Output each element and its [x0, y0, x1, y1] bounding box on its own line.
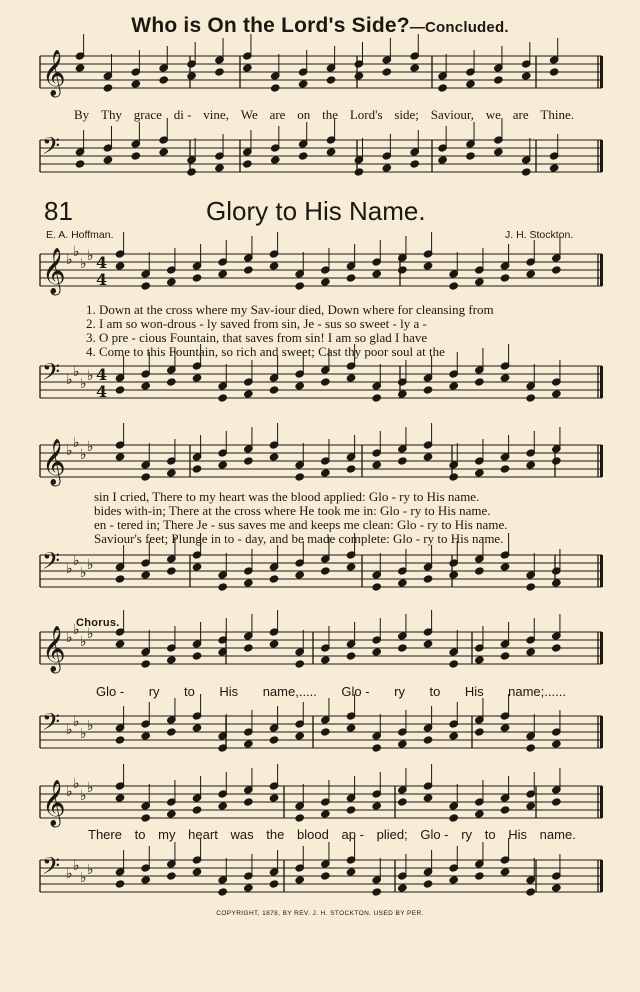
flat-sign: ♭ [73, 714, 80, 730]
note-head [192, 374, 202, 382]
note-head [423, 386, 433, 394]
note-head [243, 160, 253, 168]
flat-sign: ♭ [73, 364, 80, 380]
note-head [398, 266, 408, 274]
flat-sign: ♭ [80, 256, 87, 272]
note-head [141, 814, 151, 822]
note-head [321, 469, 331, 477]
verse-2-line-b: bides with-in; There at the cross where He took me in: Glo - ry to His name. [94, 503, 491, 518]
note-head [115, 386, 125, 394]
note-head [103, 84, 113, 92]
flat-sign: ♭ [66, 722, 73, 738]
note-head [192, 868, 202, 876]
final-bar [600, 860, 603, 892]
note-head [449, 660, 459, 668]
lyric-word: heart [188, 827, 218, 842]
note-head [475, 378, 485, 386]
flat-sign: ♭ [87, 557, 94, 573]
note-head [131, 152, 141, 160]
note-head [141, 732, 151, 740]
lyric-word: side; [394, 107, 419, 122]
note-head [346, 274, 356, 282]
flat-sign: ♭ [80, 447, 87, 463]
hymn-title: Glory to His Name. [206, 196, 426, 226]
note-head [526, 744, 536, 752]
flat-sign: ♭ [87, 439, 94, 455]
note-head [449, 382, 459, 390]
chorus-lyric-line-1 [96, 684, 566, 699]
note-head [346, 374, 356, 382]
note-head [346, 868, 356, 876]
treble-clef: 𝄞 [42, 248, 66, 294]
lyric-word: di - [173, 107, 192, 122]
note-head [295, 473, 305, 481]
flat-sign: ♭ [80, 565, 87, 581]
flat-sign: ♭ [66, 252, 73, 268]
note-head [346, 652, 356, 660]
lyric-word: Glo - [341, 684, 370, 699]
clefs [42, 50, 107, 886]
treble-clef: 𝄞 [42, 626, 66, 672]
note-head [244, 579, 254, 587]
lyric-word: His [508, 827, 527, 842]
flat-sign: ♭ [80, 376, 87, 392]
note-head [372, 802, 382, 810]
note-head [159, 76, 169, 84]
note-head [187, 168, 197, 176]
note-head [167, 810, 177, 818]
note-head [167, 656, 177, 664]
words-by: E. A. Hoffman. [46, 229, 114, 241]
note-head [526, 461, 536, 469]
note-head [500, 374, 510, 382]
note-head [449, 732, 459, 740]
lyric-word: to [429, 684, 441, 699]
lyric-word: ry [461, 827, 473, 842]
note-head [398, 457, 408, 465]
note-head [321, 278, 331, 286]
music-by: J. H. Stockton. [505, 229, 574, 241]
note-head [218, 583, 228, 591]
note-head [346, 806, 356, 814]
final-bar [600, 632, 603, 664]
note-head [269, 386, 279, 394]
lyric-word: Lord's [349, 107, 383, 122]
note-head [321, 810, 331, 818]
note-head [346, 563, 356, 571]
verse-3-line-a: 3. O pre - cious Fountain, that saves from sin! I am so glad I have [86, 330, 428, 345]
note-head [326, 148, 336, 156]
final-bar [600, 366, 603, 398]
note-head [244, 457, 254, 465]
note-head [410, 160, 420, 168]
flat-sign: ♭ [73, 776, 80, 792]
time-signature: 4 [96, 253, 108, 272]
note-head [115, 262, 125, 270]
page-title-suffix: —Concluded. [409, 19, 509, 36]
flat-sign: ♭ [87, 368, 94, 384]
note-head [192, 724, 202, 732]
note-head [500, 724, 510, 732]
flat-sign: ♭ [66, 561, 73, 577]
note-head [398, 579, 408, 587]
lyric-word: His [219, 684, 239, 699]
note-head [552, 457, 562, 465]
note-head [167, 567, 177, 575]
note-head [475, 567, 485, 575]
note-head [526, 583, 536, 591]
note-head [269, 880, 279, 888]
note-head [372, 744, 382, 752]
treble-clef: 𝄞 [42, 50, 66, 96]
bass-clef: 𝄢 [42, 358, 61, 391]
note-head [372, 648, 382, 656]
note-head [549, 68, 559, 76]
flat-sign: ♭ [80, 788, 87, 804]
treble-clef: 𝄞 [42, 439, 66, 485]
note-head [475, 728, 485, 736]
note-head [75, 160, 85, 168]
bass-clef: 𝄢 [42, 852, 61, 885]
flat-sign: ♭ [80, 634, 87, 650]
note-head [141, 282, 151, 290]
note-head [526, 888, 536, 896]
note-head [372, 461, 382, 469]
note-head [398, 798, 408, 806]
flat-sign: ♭ [66, 784, 73, 800]
flat-sign: ♭ [66, 866, 73, 882]
note-head [398, 390, 408, 398]
note-head [192, 465, 202, 473]
lyric-word: plied; [376, 827, 408, 842]
flat-sign: ♭ [87, 248, 94, 264]
notes [75, 34, 561, 896]
note-head [115, 575, 125, 583]
flat-sign: ♭ [73, 622, 80, 638]
verse-4-line-b: Saviour's feet; Plunge in to - day, and be made complete: Glo - ry to His name. [94, 531, 504, 546]
note-head [141, 660, 151, 668]
note-head [321, 567, 331, 575]
note-head [346, 724, 356, 732]
note-head [438, 84, 448, 92]
final-bar [600, 140, 603, 172]
note-head [244, 390, 254, 398]
note-head [423, 453, 433, 461]
lyric-word: to [184, 684, 195, 699]
note-head [423, 640, 433, 648]
note-head [167, 278, 177, 286]
note-head [244, 798, 254, 806]
note-head [218, 394, 228, 402]
lyric-word: we [485, 107, 501, 122]
note-head [159, 148, 169, 156]
note-head [423, 880, 433, 888]
lyric-word: blood [297, 827, 329, 842]
note-head [115, 794, 125, 802]
note-head [449, 282, 459, 290]
note-head [270, 84, 280, 92]
chorus-label: Chorus. [76, 617, 120, 629]
note-head [494, 148, 504, 156]
note-head [115, 736, 125, 744]
flat-sign: ♭ [73, 553, 80, 569]
note-head [215, 68, 225, 76]
lyric-word: Glo - [96, 684, 125, 699]
note-head [269, 575, 279, 583]
flat-sign: ♭ [87, 626, 94, 642]
flat-sign: ♭ [87, 718, 94, 734]
verse-2-line-a: 2. I am so won-drous - ly saved from sin, Je - sus so sweet - ly a - [86, 316, 427, 331]
lyric-word: name;...... [508, 684, 566, 699]
note-head [270, 156, 280, 164]
note-head [269, 794, 279, 802]
note-head [382, 68, 392, 76]
note-head [167, 728, 177, 736]
note-head [410, 64, 420, 72]
note-head [354, 168, 364, 176]
note-head [346, 465, 356, 473]
note-head [103, 156, 113, 164]
copyright-footer: COPYRIGHT, 1878, BY REV. J. H. STOCKTON. USED BY PER. [216, 910, 424, 917]
note-head [526, 270, 536, 278]
lyric-word: to [134, 827, 146, 842]
note-head [398, 644, 408, 652]
note-head [131, 80, 141, 88]
lyric-word: the [266, 827, 285, 842]
treble-clef: 𝄞 [42, 780, 66, 826]
flat-sign: ♭ [66, 443, 73, 459]
note-head [298, 80, 308, 88]
concluded-lyric-words [74, 107, 574, 123]
note-head [500, 868, 510, 876]
note-head [372, 583, 382, 591]
note-head [295, 814, 305, 822]
note-head [552, 390, 562, 398]
final-bar [600, 786, 603, 818]
note-head [243, 64, 253, 72]
note-head [552, 884, 562, 892]
lyric-word: on [297, 107, 311, 122]
lyric-word: grace [133, 107, 162, 122]
note-head [244, 266, 254, 274]
note-head [295, 876, 305, 884]
flat-sign: ♭ [87, 862, 94, 878]
bass-clef: 𝄢 [42, 547, 61, 580]
note-head [423, 736, 433, 744]
note-head [295, 282, 305, 290]
note-head [141, 473, 151, 481]
lyric-word: Glo - [420, 827, 449, 842]
note-head [115, 453, 125, 461]
verse-1-line-b: sin I cried, There to my heart was the blood applied: Glo - ry to His name. [94, 489, 480, 504]
lyric-word: vine, [203, 107, 229, 122]
note-head [269, 640, 279, 648]
note-head [141, 571, 151, 579]
lyric-word: Thine. [540, 107, 574, 122]
note-head [354, 72, 364, 80]
note-head [372, 888, 382, 896]
flat-sign: ♭ [73, 244, 80, 260]
note-head [192, 563, 202, 571]
note-head [115, 640, 125, 648]
note-head [321, 872, 331, 880]
note-head [218, 744, 228, 752]
flat-sign: ♭ [80, 726, 87, 742]
flat-sign: ♭ [80, 870, 87, 886]
note-head [269, 736, 279, 744]
note-head [215, 164, 225, 172]
note-head [218, 270, 228, 278]
lyric-word: Thy [101, 107, 122, 122]
lyric-word: We [240, 107, 258, 122]
note-head [552, 579, 562, 587]
note-head [398, 884, 408, 892]
time-signature: 4 [96, 382, 108, 401]
flat-sign: ♭ [73, 435, 80, 451]
note-head [500, 465, 510, 473]
lyric-word: are [269, 107, 286, 122]
note-head [438, 156, 448, 164]
lyric-word: By [74, 107, 90, 122]
chorus-lyric-line-2 [88, 827, 576, 842]
note-head [500, 274, 510, 282]
verse-1-line-a: 1. Down at the cross where my Sav-iour died, Down where for cleansing from [86, 302, 494, 317]
note-head [423, 262, 433, 270]
note-head [141, 876, 151, 884]
verse-3-line-b: en - tered in; There Je - sus saves me and keeps me clean: Glo - ry to His name. [94, 517, 508, 532]
note-head [295, 571, 305, 579]
note-head [475, 656, 485, 664]
note-head [192, 806, 202, 814]
note-head [298, 152, 308, 160]
note-head [244, 740, 254, 748]
note-head [552, 644, 562, 652]
lyric-word: His [464, 684, 484, 699]
lyric-word: my [158, 827, 176, 842]
note-head [167, 469, 177, 477]
note-head [526, 394, 536, 402]
note-head [475, 469, 485, 477]
time-signature: 4 [96, 270, 108, 289]
note-head [449, 876, 459, 884]
note-head [423, 794, 433, 802]
hymn-number: 81 [44, 196, 73, 226]
note-head [244, 644, 254, 652]
note-head [552, 740, 562, 748]
final-bar [600, 56, 603, 88]
final-bar [600, 555, 603, 587]
note-head [192, 652, 202, 660]
note-head [167, 378, 177, 386]
concluded-lyric-line [74, 107, 574, 123]
note-head [295, 732, 305, 740]
page-title-main: Who is On the Lord's Side? [131, 14, 410, 37]
final-bar [600, 445, 603, 477]
flat-sign: ♭ [66, 630, 73, 646]
lyric-word: name,..... [262, 684, 317, 699]
note-head [295, 660, 305, 668]
note-head [398, 740, 408, 748]
note-head [321, 378, 331, 386]
note-head [521, 72, 531, 80]
note-head [382, 164, 392, 172]
note-head [423, 575, 433, 583]
note-head [466, 152, 476, 160]
note-head [475, 810, 485, 818]
note-head [372, 394, 382, 402]
note-head [552, 798, 562, 806]
note-head [449, 571, 459, 579]
note-head [187, 72, 197, 80]
lyric-word: was [230, 827, 254, 842]
lyric-word: ry [148, 684, 160, 699]
note-head [500, 806, 510, 814]
lyric-word: the [322, 107, 338, 122]
note-head [475, 872, 485, 880]
note-head [141, 382, 151, 390]
verse-4-line-a: 4. Come to this Fountain, so rich and sweet; Cast thy poor soul at the [86, 344, 445, 359]
note-head [321, 728, 331, 736]
chorus-lyric-1-words [96, 684, 566, 699]
flat-sign: ♭ [73, 858, 80, 874]
bass-clef: 𝄢 [42, 708, 61, 741]
lyric-word: ry [394, 684, 405, 699]
note-head [321, 656, 331, 664]
final-bar [600, 254, 603, 286]
note-head [449, 814, 459, 822]
flat-sign: ♭ [87, 780, 94, 796]
note-head [167, 872, 177, 880]
note-head [475, 278, 485, 286]
note-head [269, 262, 279, 270]
note-head [326, 76, 336, 84]
note-head [500, 563, 510, 571]
note-head [244, 884, 254, 892]
note-head [526, 648, 536, 656]
note-head [552, 266, 562, 274]
note-head [449, 473, 459, 481]
note-head [549, 164, 559, 172]
note-head [494, 76, 504, 84]
lyric-word: ap - [341, 827, 364, 842]
chorus-lyric-2-words [88, 827, 576, 842]
note-head [521, 168, 531, 176]
final-bar [600, 716, 603, 748]
note-head [115, 880, 125, 888]
note-head [500, 652, 510, 660]
time-signature: 4 [96, 365, 108, 384]
note-head [218, 802, 228, 810]
lyric-word: to [484, 827, 496, 842]
note-head [192, 274, 202, 282]
bass-clef: 𝄢 [42, 132, 61, 165]
note-head [269, 453, 279, 461]
lyric-word: There [88, 827, 122, 842]
lyric-word: name. [539, 827, 576, 842]
note-head [218, 888, 228, 896]
note-head [526, 802, 536, 810]
note-head [295, 382, 305, 390]
lyric-word: Saviour, [430, 107, 474, 122]
note-head [372, 270, 382, 278]
lyric-word: are [512, 107, 529, 122]
flat-sign: ♭ [66, 372, 73, 388]
note-head [218, 461, 228, 469]
note-head [75, 64, 85, 72]
note-head [466, 80, 476, 88]
